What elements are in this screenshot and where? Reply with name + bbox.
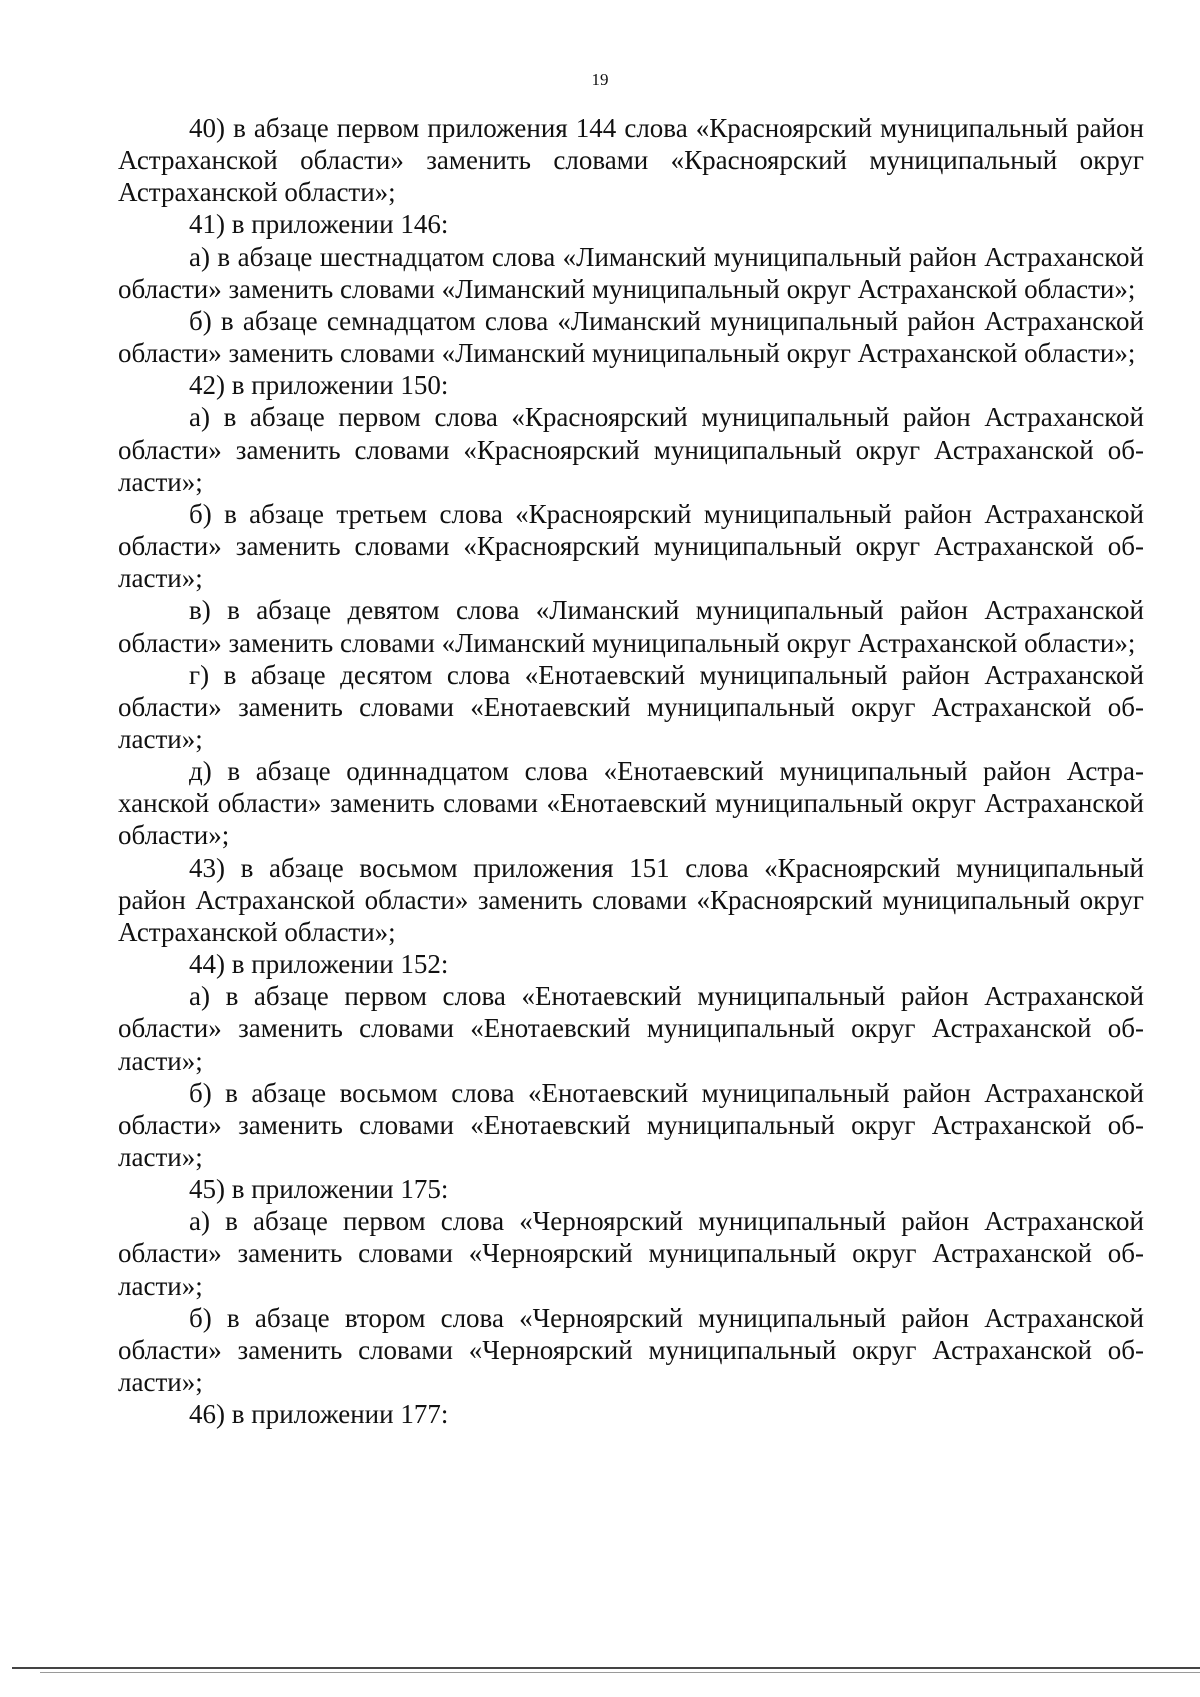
page-bottom-edge-line (12, 1667, 1200, 1669)
paragraph-item-42-a: а) в абзаце первом слова «Красноярский муниципальный район Астраханской области» заменить словами «Красноярский муниципальный округ Астраханской области»; (118, 402, 1144, 497)
paragraph-item-45-a: а) в абзаце первом слова «Черноярский муниципальный район Астраханской области» заменить словами «Черноярский муниципальный округ Астраханской области»; (118, 1206, 1144, 1301)
paragraph-item-40: 40) в абзаце первом приложения 144 слова «Красноярский муниципальный район Астраханской области» заменить словами «Красноярский муниципальный округ Астраханской области»; (118, 113, 1144, 208)
paragraph-item-41-b: б) в абзаце семнадцатом слова «Лиманский муниципальный район Астраханской области» заменить словами «Лиманский муниципальный округ Астраханской области»; (118, 305, 1144, 369)
paragraph-item-46: 46) в приложении 177: (189, 1399, 449, 1430)
paragraph-item-41-a: а) в абзаце шестнадцатом слова «Лиманский муниципальный район Астраханской области» заменить словами «Лиманский муниципальный округ Астраханской области»; (118, 241, 1144, 304)
paragraph-item-42: 42) в приложении 150: (189, 370, 449, 401)
document-body (118, 112, 1144, 1430)
paragraph-item-43: 43) в абзаце восьмом приложения 151 слова «Красноярский муниципальный район Астраханской области» заменить словами «Красноярский муниципальный округ Астраханской области»; (118, 852, 1144, 947)
paragraph-item-44-b: б) в абзаце восьмом слова «Енотаевский муниципальный район Астраханской области» заменить словами «Енотаевский муниципальный округ Астраханской области»; (118, 1077, 1144, 1172)
page-bottom-edge-line-secondary (40, 1672, 1200, 1673)
paragraph-item-45-b: б) в абзаце втором слова «Черноярский муниципальный район Астраханской области» заменить словами «Черноярский муниципальный округ Астраханской области»; (118, 1302, 1144, 1398)
paragraph-item-44: 44) в приложении 152: (189, 949, 449, 980)
paragraph-item-45: 45) в приложении 175: (189, 1174, 449, 1205)
paragraph-item-41: 41) в приложении 146: (189, 209, 449, 240)
paragraph-item-44-a: а) в абзаце первом слова «Енотаевский муниципальный район Астраханской области» заменить словами «Енотаевский муниципальный округ Астраханской области»; (118, 981, 1144, 1076)
paragraph-item-42-b: б) в абзаце третьем слова «Красноярский муниципальный район Астраханской области» заменить словами «Красноярский муниципальный округ Астраханской области»; (118, 498, 1144, 594)
page-number: 19 (591, 70, 609, 89)
paragraph-item-42-v: в) в абзаце девятом слова «Лиманский муниципальный район Астраханской области» заменить словами «Лиманский муниципальный округ Астраханской области»; (118, 595, 1144, 658)
paragraph-item-42-g: г) в абзаце десятом слова «Енотаевский муниципальный район Астраханской области» заменить словами «Енотаевский муниципальный округ Астраханской области»; (118, 659, 1144, 754)
paragraph-item-42-d: д) в абзаце одиннадцатом слова «Енотаевский муниципальный район Астраханской области» заменить словами «Енотаевский муниципальный округ Астраханской области»; (118, 756, 1144, 851)
